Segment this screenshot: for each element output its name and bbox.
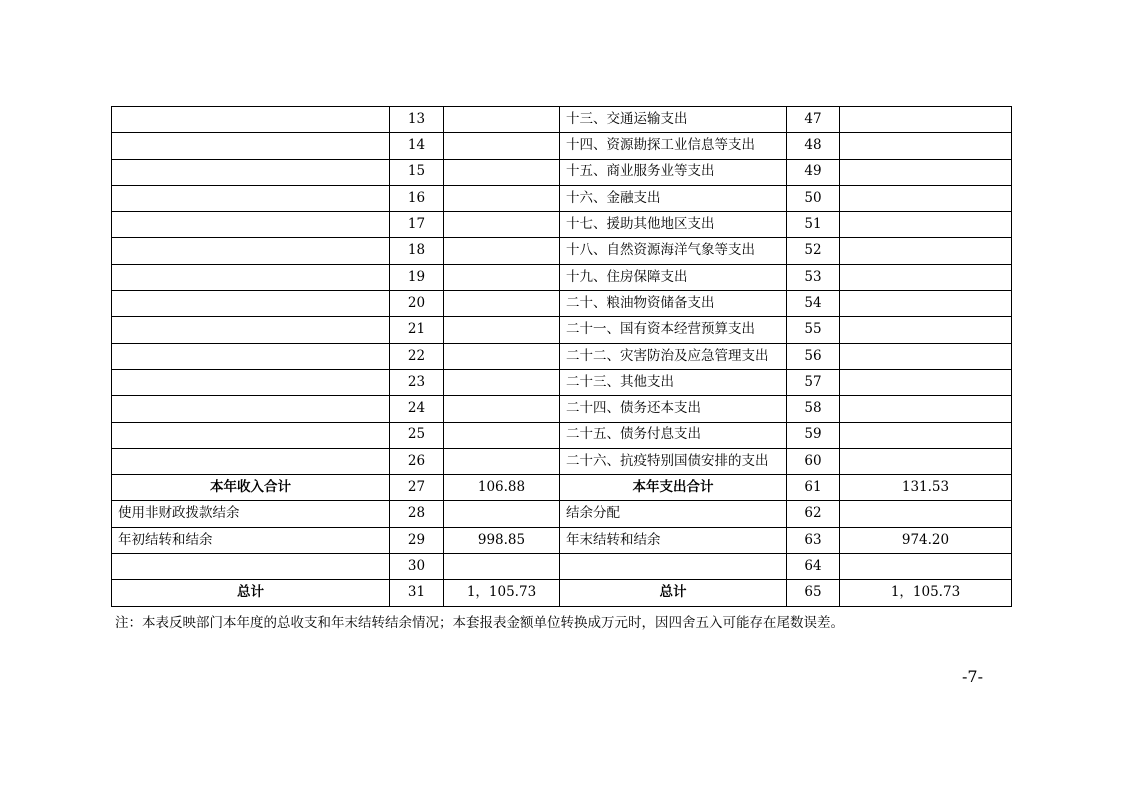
expense-amount-cell — [840, 369, 1012, 395]
income-line-number-cell: 21 — [390, 317, 444, 343]
income-amount-cell — [444, 133, 560, 159]
income-item-cell — [112, 291, 390, 317]
income-line-number-cell: 26 — [390, 448, 444, 474]
income-amount-cell — [444, 396, 560, 422]
expense-line-number-cell: 51 — [787, 212, 840, 238]
expense-amount-cell — [840, 422, 1012, 448]
table-row — [112, 343, 1012, 369]
expense-line-number-cell: 63 — [787, 527, 840, 553]
table-row — [112, 527, 1012, 553]
table-row — [112, 580, 1012, 606]
expense-line-number-cell: 47 — [787, 107, 840, 133]
table-row — [112, 396, 1012, 422]
table-row — [112, 133, 1012, 159]
table-row — [112, 212, 1012, 238]
income-amount-cell — [444, 343, 560, 369]
income-line-number-cell: 20 — [390, 291, 444, 317]
income-amount-cell — [444, 159, 560, 185]
income-item-cell — [112, 422, 390, 448]
income-line-number-cell: 24 — [390, 396, 444, 422]
expense-line-number-cell: 54 — [787, 291, 840, 317]
table-note: 注：本表反映部门本年度的总收支和年末结转结余情况；本套报表金额单位转换成万元时，因四舍五入可能存在尾数误差。 — [115, 615, 844, 631]
income-amount-cell — [444, 501, 560, 527]
income-line-number-cell: 17 — [390, 212, 444, 238]
expense-item-cell: 二十六、抗疫特别国债安排的支出 — [560, 448, 787, 474]
income-amount-cell — [444, 317, 560, 343]
table-row — [112, 238, 1012, 264]
income-item-cell — [112, 107, 390, 133]
income-amount-cell — [444, 422, 560, 448]
expense-amount-cell — [840, 317, 1012, 343]
expense-line-number-cell: 65 — [787, 580, 840, 606]
income-item-cell: 使用非财政拨款结余 — [112, 501, 390, 527]
expense-line-number-cell: 52 — [787, 238, 840, 264]
expense-amount-cell — [840, 238, 1012, 264]
table-row — [112, 369, 1012, 395]
expense-item-cell: 十四、资源勘探工业信息等支出 — [560, 133, 787, 159]
income-item-cell — [112, 185, 390, 211]
income-line-number-cell: 23 — [390, 369, 444, 395]
expense-item-cell: 二十四、债务还本支出 — [560, 396, 787, 422]
expense-line-number-cell: 64 — [787, 554, 840, 580]
expense-item-cell: 结余分配 — [560, 501, 787, 527]
income-line-number-cell: 29 — [390, 527, 444, 553]
expense-line-number-cell: 50 — [787, 185, 840, 211]
income-item-cell — [112, 159, 390, 185]
income-item-cell — [112, 343, 390, 369]
income-item-cell — [112, 448, 390, 474]
expense-line-number-cell: 55 — [787, 317, 840, 343]
income-line-number-cell: 19 — [390, 264, 444, 290]
income-amount-cell: 1，105.73 — [444, 580, 560, 606]
income-line-number-cell: 13 — [390, 107, 444, 133]
expense-item-cell — [560, 554, 787, 580]
income-item-cell — [112, 554, 390, 580]
income-item-cell: 总计 — [112, 580, 390, 606]
page-number: -7- — [962, 667, 983, 686]
income-amount-cell — [444, 185, 560, 211]
income-amount-cell — [444, 264, 560, 290]
income-line-number-cell: 31 — [390, 580, 444, 606]
income-line-number-cell: 22 — [390, 343, 444, 369]
income-item-cell: 年初结转和结余 — [112, 527, 390, 553]
expense-line-number-cell: 48 — [787, 133, 840, 159]
income-amount-cell — [444, 291, 560, 317]
income-item-cell: 本年收入合计 — [112, 475, 390, 501]
income-item-cell — [112, 369, 390, 395]
expense-item-cell: 本年支出合计 — [560, 475, 787, 501]
expense-amount-cell — [840, 212, 1012, 238]
expense-line-number-cell: 53 — [787, 264, 840, 290]
income-line-number-cell: 15 — [390, 159, 444, 185]
expense-line-number-cell: 56 — [787, 343, 840, 369]
table-row — [112, 291, 1012, 317]
expense-amount-cell — [840, 554, 1012, 580]
expense-item-cell: 二十三、其他支出 — [560, 369, 787, 395]
table-body — [112, 107, 1012, 607]
income-item-cell — [112, 317, 390, 343]
expense-amount-cell — [840, 396, 1012, 422]
income-amount-cell — [444, 107, 560, 133]
expense-item-cell: 二十、粮油物资储备支出 — [560, 291, 787, 317]
expense-line-number-cell: 57 — [787, 369, 840, 395]
expense-item-cell: 十三、交通运输支出 — [560, 107, 787, 133]
budget-summary-table — [111, 106, 1012, 607]
income-amount-cell — [444, 554, 560, 580]
expense-amount-cell — [840, 448, 1012, 474]
expense-amount-cell — [840, 343, 1012, 369]
income-amount-cell — [444, 212, 560, 238]
income-line-number-cell: 28 — [390, 501, 444, 527]
expense-line-number-cell: 49 — [787, 159, 840, 185]
expense-item-cell: 十五、商业服务业等支出 — [560, 159, 787, 185]
expense-item-cell: 十七、援助其他地区支出 — [560, 212, 787, 238]
table-row — [112, 501, 1012, 527]
expense-item-cell: 总计 — [560, 580, 787, 606]
income-line-number-cell: 30 — [390, 554, 444, 580]
expense-amount-cell — [840, 264, 1012, 290]
expense-item-cell: 年末结转和结余 — [560, 527, 787, 553]
expense-amount-cell — [840, 159, 1012, 185]
income-line-number-cell: 18 — [390, 238, 444, 264]
income-amount-cell — [444, 238, 560, 264]
income-item-cell — [112, 212, 390, 238]
expense-amount-cell — [840, 133, 1012, 159]
table-row — [112, 264, 1012, 290]
income-item-cell — [112, 396, 390, 422]
expense-item-cell: 二十一、国有资本经营预算支出 — [560, 317, 787, 343]
income-amount-cell — [444, 369, 560, 395]
table-row — [112, 448, 1012, 474]
expense-item-cell: 十八、自然资源海洋气象等支出 — [560, 238, 787, 264]
expense-amount-cell: 131.53 — [840, 475, 1012, 501]
table-row — [112, 554, 1012, 580]
expense-item-cell: 二十五、债务付息支出 — [560, 422, 787, 448]
table-row — [112, 475, 1012, 501]
expense-amount-cell — [840, 107, 1012, 133]
expense-item-cell: 十六、金融支出 — [560, 185, 787, 211]
expense-item-cell: 十九、住房保障支出 — [560, 264, 787, 290]
expense-amount-cell — [840, 501, 1012, 527]
table-row — [112, 185, 1012, 211]
income-item-cell — [112, 264, 390, 290]
table-row — [112, 107, 1012, 133]
expense-amount-cell — [840, 291, 1012, 317]
income-item-cell — [112, 133, 390, 159]
expense-amount-cell: 1，105.73 — [840, 580, 1012, 606]
income-amount-cell — [444, 448, 560, 474]
expense-amount-cell: 974.20 — [840, 527, 1012, 553]
expense-item-cell: 二十二、灾害防治及应急管理支出 — [560, 343, 787, 369]
income-amount-cell: 998.85 — [444, 527, 560, 553]
expense-line-number-cell: 60 — [787, 448, 840, 474]
income-line-number-cell: 16 — [390, 185, 444, 211]
income-amount-cell: 106.88 — [444, 475, 560, 501]
table-row — [112, 422, 1012, 448]
income-item-cell — [112, 238, 390, 264]
expense-line-number-cell: 62 — [787, 501, 840, 527]
income-line-number-cell: 27 — [390, 475, 444, 501]
expense-amount-cell — [840, 185, 1012, 211]
income-line-number-cell: 14 — [390, 133, 444, 159]
expense-line-number-cell: 61 — [787, 475, 840, 501]
income-line-number-cell: 25 — [390, 422, 444, 448]
table-row — [112, 159, 1012, 185]
expense-line-number-cell: 58 — [787, 396, 840, 422]
expense-line-number-cell: 59 — [787, 422, 840, 448]
table-row — [112, 317, 1012, 343]
